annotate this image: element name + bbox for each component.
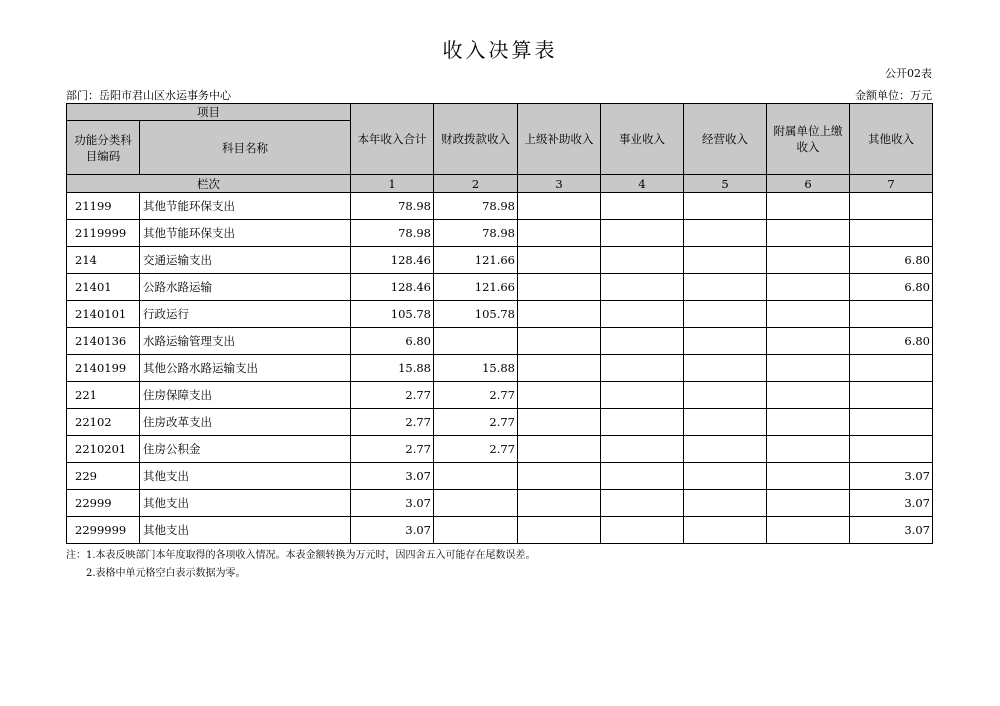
row-value (684, 274, 767, 301)
header-col-7: 其他收入 (850, 104, 933, 175)
row-value (518, 220, 601, 247)
row-value (684, 490, 767, 517)
row-value (601, 409, 684, 436)
table-row (67, 517, 933, 544)
row-value: 2.77 (434, 409, 518, 436)
row-code: 21199 (67, 193, 140, 220)
row-value: 121.66 (434, 274, 518, 301)
row-code: 221 (67, 382, 140, 409)
row-name: 公路水路运输 (140, 274, 351, 301)
row-value (434, 490, 518, 517)
row-value: 121.66 (434, 247, 518, 274)
row-code: 22102 (67, 409, 140, 436)
row-value (850, 382, 933, 409)
row-value (518, 301, 601, 328)
row-value (767, 382, 850, 409)
row-value (684, 247, 767, 274)
row-code: 2140136 (67, 328, 140, 355)
note-1: 注：1.本表反映部门本年度取得的各项收入情况。本表金额转换为万元时，因四舍五入可能存在尾数误差。 (66, 550, 536, 561)
table-code: 公开02表 (885, 67, 932, 80)
row-code: 2210201 (67, 436, 140, 463)
row-value (601, 517, 684, 544)
header-col-3: 上级补助收入 (518, 104, 601, 175)
row-value: 3.07 (850, 517, 933, 544)
row-value: 105.78 (351, 301, 434, 328)
row-code: 2299999 (67, 517, 140, 544)
row-value (518, 490, 601, 517)
row-value (518, 382, 601, 409)
row-value (684, 193, 767, 220)
row-value (518, 274, 601, 301)
row-value (601, 193, 684, 220)
row-name: 其他节能环保支出 (140, 220, 351, 247)
row-value: 78.98 (351, 220, 434, 247)
row-value: 78.98 (351, 193, 434, 220)
row-code: 214 (67, 247, 140, 274)
row-name: 住房保障支出 (140, 382, 351, 409)
row-value (601, 274, 684, 301)
row-value (684, 328, 767, 355)
row-value (434, 517, 518, 544)
row-value (767, 274, 850, 301)
row-value: 6.80 (351, 328, 434, 355)
row-value (601, 490, 684, 517)
row-value: 78.98 (434, 193, 518, 220)
header-col-5: 经营收入 (684, 104, 767, 175)
table-row (67, 490, 933, 517)
row-value (767, 463, 850, 490)
row-value: 15.88 (434, 355, 518, 382)
row-value (601, 220, 684, 247)
col-number: 5 (684, 175, 767, 193)
row-value (850, 193, 933, 220)
row-value (850, 436, 933, 463)
row-value (601, 382, 684, 409)
row-value (518, 355, 601, 382)
row-value: 2.77 (434, 436, 518, 463)
header-code: 功能分类科目编码 (67, 121, 140, 175)
row-value: 105.78 (434, 301, 518, 328)
table-row (67, 220, 933, 247)
notes (66, 547, 536, 583)
col-number: 7 (850, 175, 933, 193)
row-value (767, 517, 850, 544)
row-value (767, 436, 850, 463)
row-value (684, 220, 767, 247)
table-row (67, 193, 933, 220)
row-value (518, 436, 601, 463)
row-value: 2.77 (351, 409, 434, 436)
header-col-1: 本年收入合计 (351, 104, 434, 175)
col-number: 6 (767, 175, 850, 193)
table-row (67, 463, 933, 490)
row-code: 21401 (67, 274, 140, 301)
row-value (684, 517, 767, 544)
row-value (684, 301, 767, 328)
row-value (434, 463, 518, 490)
col-number: 2 (434, 175, 518, 193)
row-value (767, 220, 850, 247)
table-row (67, 382, 933, 409)
row-value: 78.98 (434, 220, 518, 247)
row-value (518, 193, 601, 220)
header-col-4: 事业收入 (601, 104, 684, 175)
row-name: 其他支出 (140, 490, 351, 517)
row-value (767, 355, 850, 382)
table-row (67, 301, 933, 328)
row-value (767, 490, 850, 517)
note-2: 2.表格中单元格空白表示数据为零。 (86, 568, 246, 579)
row-value (684, 409, 767, 436)
row-value (518, 409, 601, 436)
row-name: 行政运行 (140, 301, 351, 328)
row-value: 2.77 (434, 382, 518, 409)
row-value (601, 463, 684, 490)
row-value: 6.80 (850, 274, 933, 301)
row-name: 其他节能环保支出 (140, 193, 351, 220)
row-value: 128.46 (351, 247, 434, 274)
row-code: 2140199 (67, 355, 140, 382)
table-row (67, 436, 933, 463)
row-value (601, 436, 684, 463)
row-value: 2.77 (351, 382, 434, 409)
row-value: 3.07 (351, 490, 434, 517)
row-value (518, 517, 601, 544)
row-value: 3.07 (351, 517, 434, 544)
row-value (684, 463, 767, 490)
row-code: 229 (67, 463, 140, 490)
table-row (67, 247, 933, 274)
row-value (684, 382, 767, 409)
header-col-6: 附属单位上缴收入 (767, 104, 850, 175)
header-name: 科目名称 (140, 121, 351, 175)
row-value (518, 328, 601, 355)
row-value: 6.80 (850, 328, 933, 355)
row-value: 3.07 (850, 490, 933, 517)
row-value (518, 463, 601, 490)
row-name: 住房改革支出 (140, 409, 351, 436)
row-value (518, 247, 601, 274)
row-value (684, 436, 767, 463)
table-row (67, 328, 933, 355)
header-row-label: 栏次 (67, 175, 351, 193)
row-name: 其他公路水路运输支出 (140, 355, 351, 382)
department-label: 部门：岳阳市君山区水运事务中心 (66, 89, 231, 102)
header-col-2: 财政拨款收入 (434, 104, 518, 175)
table-row (67, 409, 933, 436)
row-value (767, 247, 850, 274)
row-name: 其他支出 (140, 463, 351, 490)
row-value: 3.07 (351, 463, 434, 490)
row-value (767, 409, 850, 436)
row-value (767, 193, 850, 220)
row-value (601, 301, 684, 328)
col-number: 3 (518, 175, 601, 193)
row-value (850, 409, 933, 436)
row-name: 水路运输管理支出 (140, 328, 351, 355)
header-item: 项目 (67, 104, 351, 121)
row-value (850, 220, 933, 247)
row-name: 交通运输支出 (140, 247, 351, 274)
row-value: 2.77 (351, 436, 434, 463)
income-table (66, 103, 933, 544)
row-code: 2140101 (67, 301, 140, 328)
row-value: 15.88 (351, 355, 434, 382)
row-value (601, 328, 684, 355)
col-number: 1 (351, 175, 434, 193)
row-value (684, 355, 767, 382)
row-value (434, 328, 518, 355)
row-value (767, 301, 850, 328)
row-code: 22999 (67, 490, 140, 517)
row-value (850, 355, 933, 382)
table-row (67, 355, 933, 382)
row-value (601, 247, 684, 274)
row-code: 2119999 (67, 220, 140, 247)
row-value: 6.80 (850, 247, 933, 274)
table-row (67, 274, 933, 301)
row-value (850, 301, 933, 328)
row-value (601, 355, 684, 382)
page-title: 收入决算表 (442, 38, 558, 62)
unit-label: 金额单位：万元 (855, 89, 932, 102)
row-name: 其他支出 (140, 517, 351, 544)
col-number: 4 (601, 175, 684, 193)
row-value: 128.46 (351, 274, 434, 301)
row-value (767, 328, 850, 355)
row-name: 住房公积金 (140, 436, 351, 463)
row-value: 3.07 (850, 463, 933, 490)
